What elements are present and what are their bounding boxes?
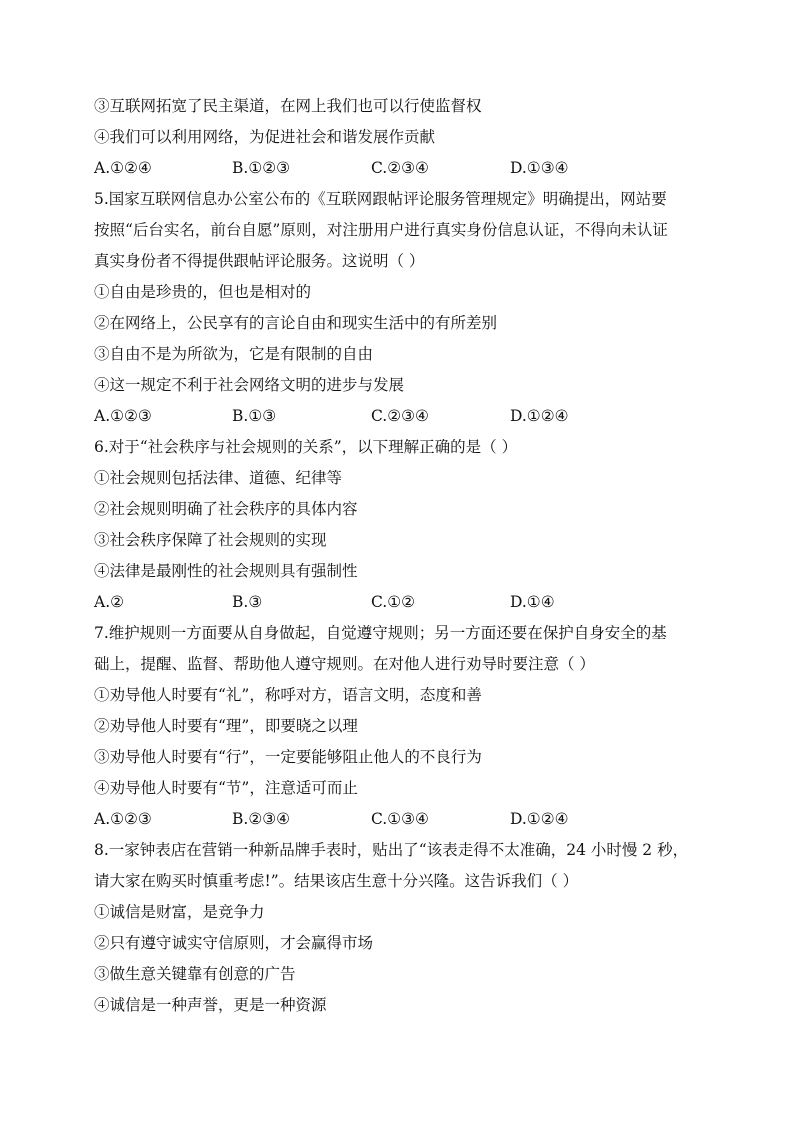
text-line: ①社会规则包括法律、道德、纪律等 bbox=[94, 469, 343, 487]
answer-options bbox=[94, 592, 704, 612]
answer-option: C.①③④ bbox=[371, 810, 429, 828]
text-line: ③做生意关键靠有创意的广告 bbox=[94, 965, 296, 983]
text-line: ③互联网拓宽了民主渠道，在网上我们也可以行使监督权 bbox=[94, 97, 482, 115]
text-line: ②在网络上，公民享有的言论自由和现实生活中的有所差别 bbox=[94, 314, 498, 332]
answer-option: D.①③④ bbox=[510, 159, 569, 177]
text-line: 8.一家钟表店在营销一种新品牌手表时，贴出了“该表走得不太准确，24 小时慢 2 秒， bbox=[94, 841, 689, 859]
answer-option: A.② bbox=[94, 593, 125, 611]
answer-option: A.①②③ bbox=[94, 407, 152, 425]
text-line: ③劝导他人时要有“行”，一定要能够阻止他人的不良行为 bbox=[94, 748, 482, 766]
answer-option: B.①②③ bbox=[232, 159, 291, 177]
text-line: ④这一规定不利于社会网络文明的进步与发展 bbox=[94, 376, 405, 394]
text-line: ④诚信是一种声誉，更是一种资源 bbox=[94, 996, 327, 1014]
text-line: 按照“后台实名，前台自愿”原则，对注册用户进行真实身份信息认证，不得向未认证 bbox=[94, 221, 668, 239]
answer-option: B.②③④ bbox=[232, 810, 291, 828]
text-line: ①劝导他人时要有“礼”，称呼对方，语言文明，态度和善 bbox=[94, 686, 482, 704]
answer-option: A.①②③ bbox=[94, 810, 152, 828]
text-line: 6.对于“社会秩序与社会规则的关系”，以下理解正确的是（ ） bbox=[94, 438, 518, 456]
answer-options bbox=[94, 158, 704, 178]
answer-options bbox=[94, 406, 704, 426]
text-line: 7.维护规则一方面要从自身做起，自觉遵守规则；另一方面还要在保护自身安全的基 bbox=[94, 624, 667, 642]
answer-option: C.①② bbox=[371, 593, 416, 611]
text-line: 请大家在购买时慎重考虑!”。结果该店生意十分兴隆。这告诉我们（ ） bbox=[94, 872, 579, 890]
answer-option: B.①③ bbox=[232, 407, 277, 425]
answer-option: D.①②④ bbox=[510, 810, 569, 828]
text-line: ③自由不是为所欲为，它是有限制的自由 bbox=[94, 345, 374, 363]
text-line: ②只有遵守诚实守信原则，才会赢得市场 bbox=[94, 934, 374, 952]
answer-option: C.②③④ bbox=[371, 407, 429, 425]
answer-options bbox=[94, 809, 704, 829]
text-line: 5.国家互联网信息办公室公布的《互联网跟帖评论服务管理规定》明确提出，网站要 bbox=[94, 190, 667, 208]
text-line: 真实身份者不得提供跟帖评论服务。这说明（ ） bbox=[94, 252, 425, 270]
text-line: ①诚信是财富，是竞争力 bbox=[94, 903, 265, 921]
text-line: ②社会规则明确了社会秩序的具体内容 bbox=[94, 500, 358, 518]
text-line: ③社会秩序保障了社会规则的实现 bbox=[94, 531, 327, 549]
answer-option: C.②③④ bbox=[371, 159, 429, 177]
answer-option: A.①②④ bbox=[94, 159, 152, 177]
text-line: ②劝导他人时要有“理”，即要晓之以理 bbox=[94, 717, 358, 735]
text-line: ④劝导他人时要有“节”，注意适可而止 bbox=[94, 779, 358, 797]
answer-option: D.①②④ bbox=[510, 407, 569, 425]
text-line: ④法律是最刚性的社会规则具有强制性 bbox=[94, 562, 358, 580]
text-line: 础上，提醒、监督、帮助他人遵守规则。在对他人进行劝导时要注意（ ） bbox=[94, 655, 595, 673]
text-line: ④我们可以利用网络，为促进社会和谐发展作贡献 bbox=[94, 128, 436, 146]
text-line: ①自由是珍贵的，但也是相对的 bbox=[94, 283, 312, 301]
answer-option: B.③ bbox=[232, 593, 263, 611]
answer-option: D.①④ bbox=[510, 593, 555, 611]
